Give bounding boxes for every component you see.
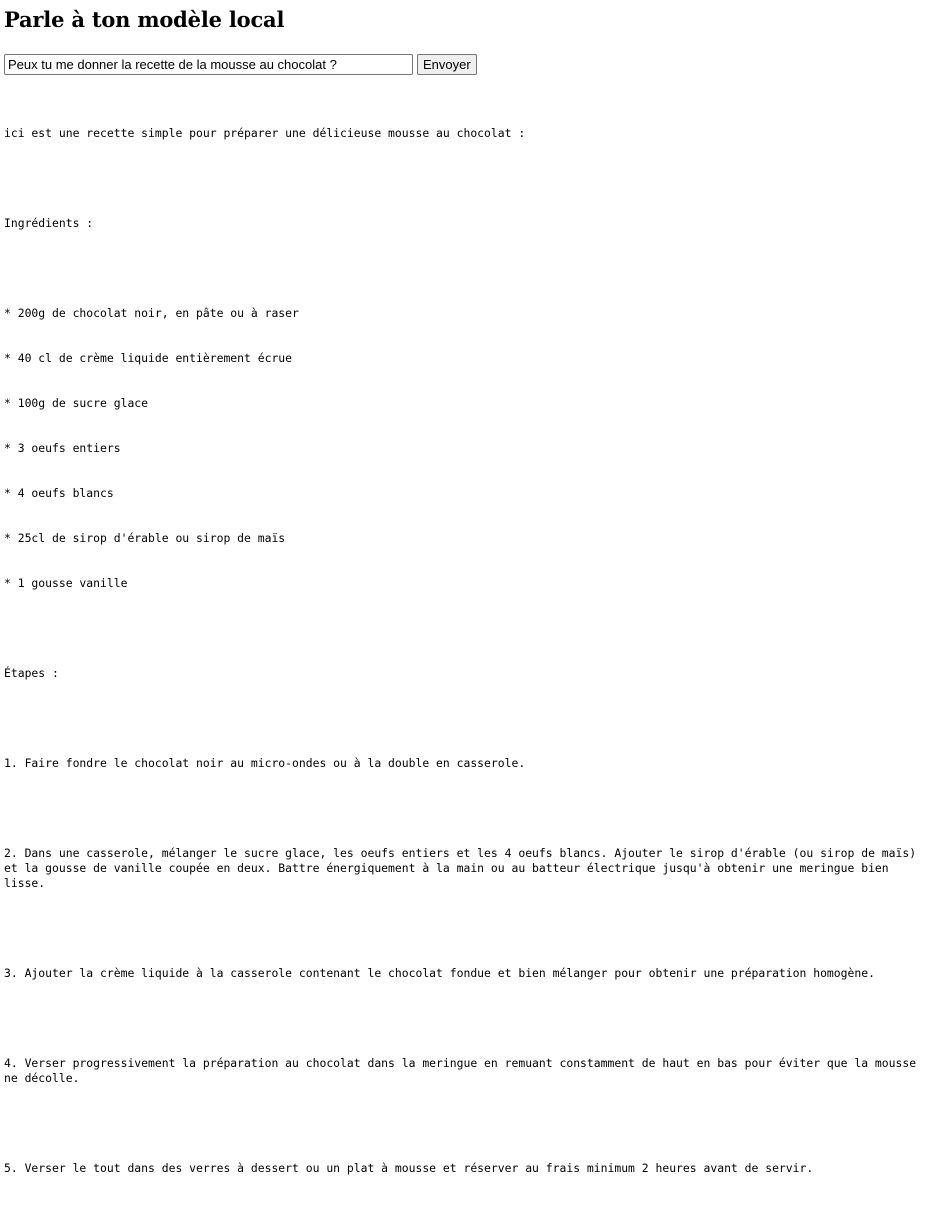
ingredient-item: * 100g de sucre glace bbox=[4, 396, 149, 410]
ingredient-item: * 25cl de sirop d'érable ou sirop de maïs bbox=[4, 531, 286, 545]
prompt-form bbox=[4, 54, 937, 75]
ingredient-item: * 4 oeufs blancs bbox=[4, 486, 114, 500]
step-item: 5. Verser le tout dans des verres à dessert ou un plat à mousse et réserver au frais minimum 2 heures avant de servir. bbox=[4, 1161, 814, 1175]
steps-heading: Étapes : bbox=[4, 666, 59, 680]
send-button[interactable]: Envoyer bbox=[417, 54, 477, 75]
page-title: Parle à ton modèle local bbox=[4, 7, 285, 32]
step-item: 1. Faire fondre le chocolat noir au micro-ondes ou à la double en casserole. bbox=[4, 756, 526, 770]
ingredient-item: * 1 gousse vanille bbox=[4, 576, 128, 590]
ingredient-item: * 40 cl de crème liquide entièrement écrue bbox=[4, 351, 293, 365]
ingredient-item: * 200g de chocolat noir, en pâte ou à raser bbox=[4, 306, 299, 320]
model-response bbox=[4, 96, 936, 1206]
step-item: 2. Dans une casserole, mélanger le sucre glace, les oeufs entiers et les 4 oeufs blancs. Ajouter le sirop d'érable (ou sirop de maïs) et la gousse de vanille coupée en deux. Battre énergiquement à la main ou au batteur électrique jusqu'à obtenir une meringue bien lisse. bbox=[4, 846, 923, 890]
ingredient-item: * 3 oeufs entiers bbox=[4, 441, 121, 455]
response-intro: ici est une recette simple pour préparer une délicieuse mousse au chocolat : bbox=[4, 126, 526, 140]
ingredients-heading: Ingrédients : bbox=[4, 216, 94, 230]
prompt-input[interactable] bbox=[4, 54, 413, 75]
chat-page bbox=[0, 8, 941, 1206]
step-item: 3. Ajouter la crème liquide à la casserole contenant le chocolat fondue et bien mélanger pour obtenir une préparation homogène. bbox=[4, 966, 875, 980]
step-item: 4. Verser progressivement la préparation au chocolat dans la meringue en remuant constamment de haut en bas pour éviter que la mousse ne décolle. bbox=[4, 1056, 923, 1085]
